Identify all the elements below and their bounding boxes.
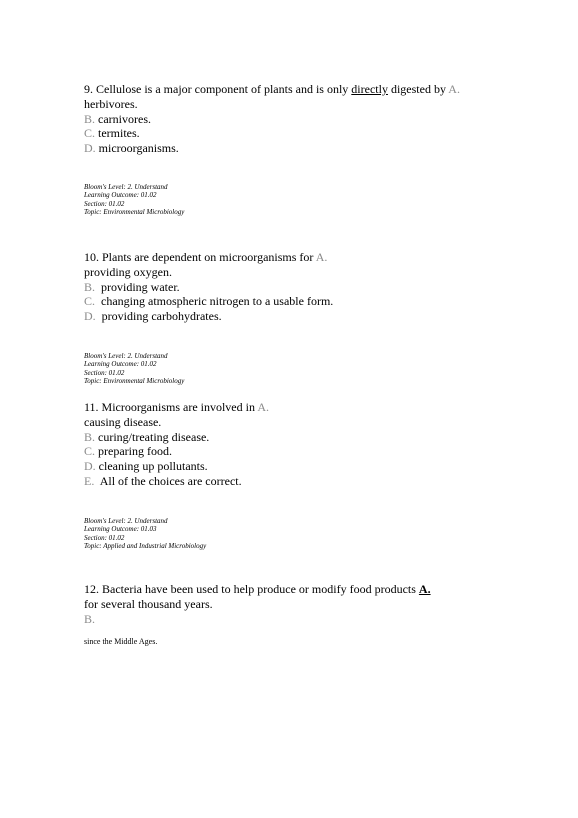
option-e: E. All of the choices are correct. xyxy=(84,473,242,488)
correct-answer-marker: A. xyxy=(418,582,431,596)
option-b-text: since the Middle Ages. xyxy=(84,637,158,646)
option-a: causing disease. xyxy=(84,414,162,429)
question-9-metadata: Bloom's Level: 2. Understand Learning Outcome: 01.02 Section: 01.02 Topic: Environmental Microbiology xyxy=(84,183,185,216)
option-b: B. carnivores. xyxy=(84,111,151,126)
option-c: C. preparing food. xyxy=(84,444,172,459)
question-9-stem: 9. Cellulose is a major component of plants and is only directly digested by A. xyxy=(84,82,460,96)
option-b: B. providing water. xyxy=(84,279,180,294)
question-10 xyxy=(84,250,484,324)
question-12 xyxy=(84,582,484,626)
option-b: B. curing/treating disease. xyxy=(84,429,210,444)
question-11-stem: 11. Microorganisms are involved in A. xyxy=(84,400,269,414)
option-a: providing oxygen. xyxy=(84,264,172,279)
question-9 xyxy=(84,82,484,156)
option-d: D. cleaning up pollutants. xyxy=(84,459,208,474)
option-a: herbivores. xyxy=(84,96,138,111)
option-a: for several thousand years. xyxy=(84,596,213,611)
question-10-stem: 10. Plants are dependent on microorganisms for A. xyxy=(84,250,328,264)
question-11 xyxy=(84,400,484,489)
question-12-stem: 12. Bacteria have been used to help produce or modify food products A. xyxy=(84,582,431,596)
option-d: D. providing carbohydrates. xyxy=(84,309,222,324)
option-c: C. changing atmospheric nitrogen to a usable form. xyxy=(84,294,334,309)
question-11-metadata: Bloom's Level: 2. Understand Learning Outcome: 01.03 Section: 01.02 Topic: Applied and Industrial Microbiology xyxy=(84,517,207,550)
option-b-letter: B. xyxy=(84,611,96,626)
option-c: C. termites. xyxy=(84,126,140,141)
question-10-metadata: Bloom's Level: 2. Understand Learning Outcome: 01.02 Section: 01.02 Topic: Environmental Microbiology xyxy=(84,352,185,385)
option-d: D. microorganisms. xyxy=(84,141,179,156)
